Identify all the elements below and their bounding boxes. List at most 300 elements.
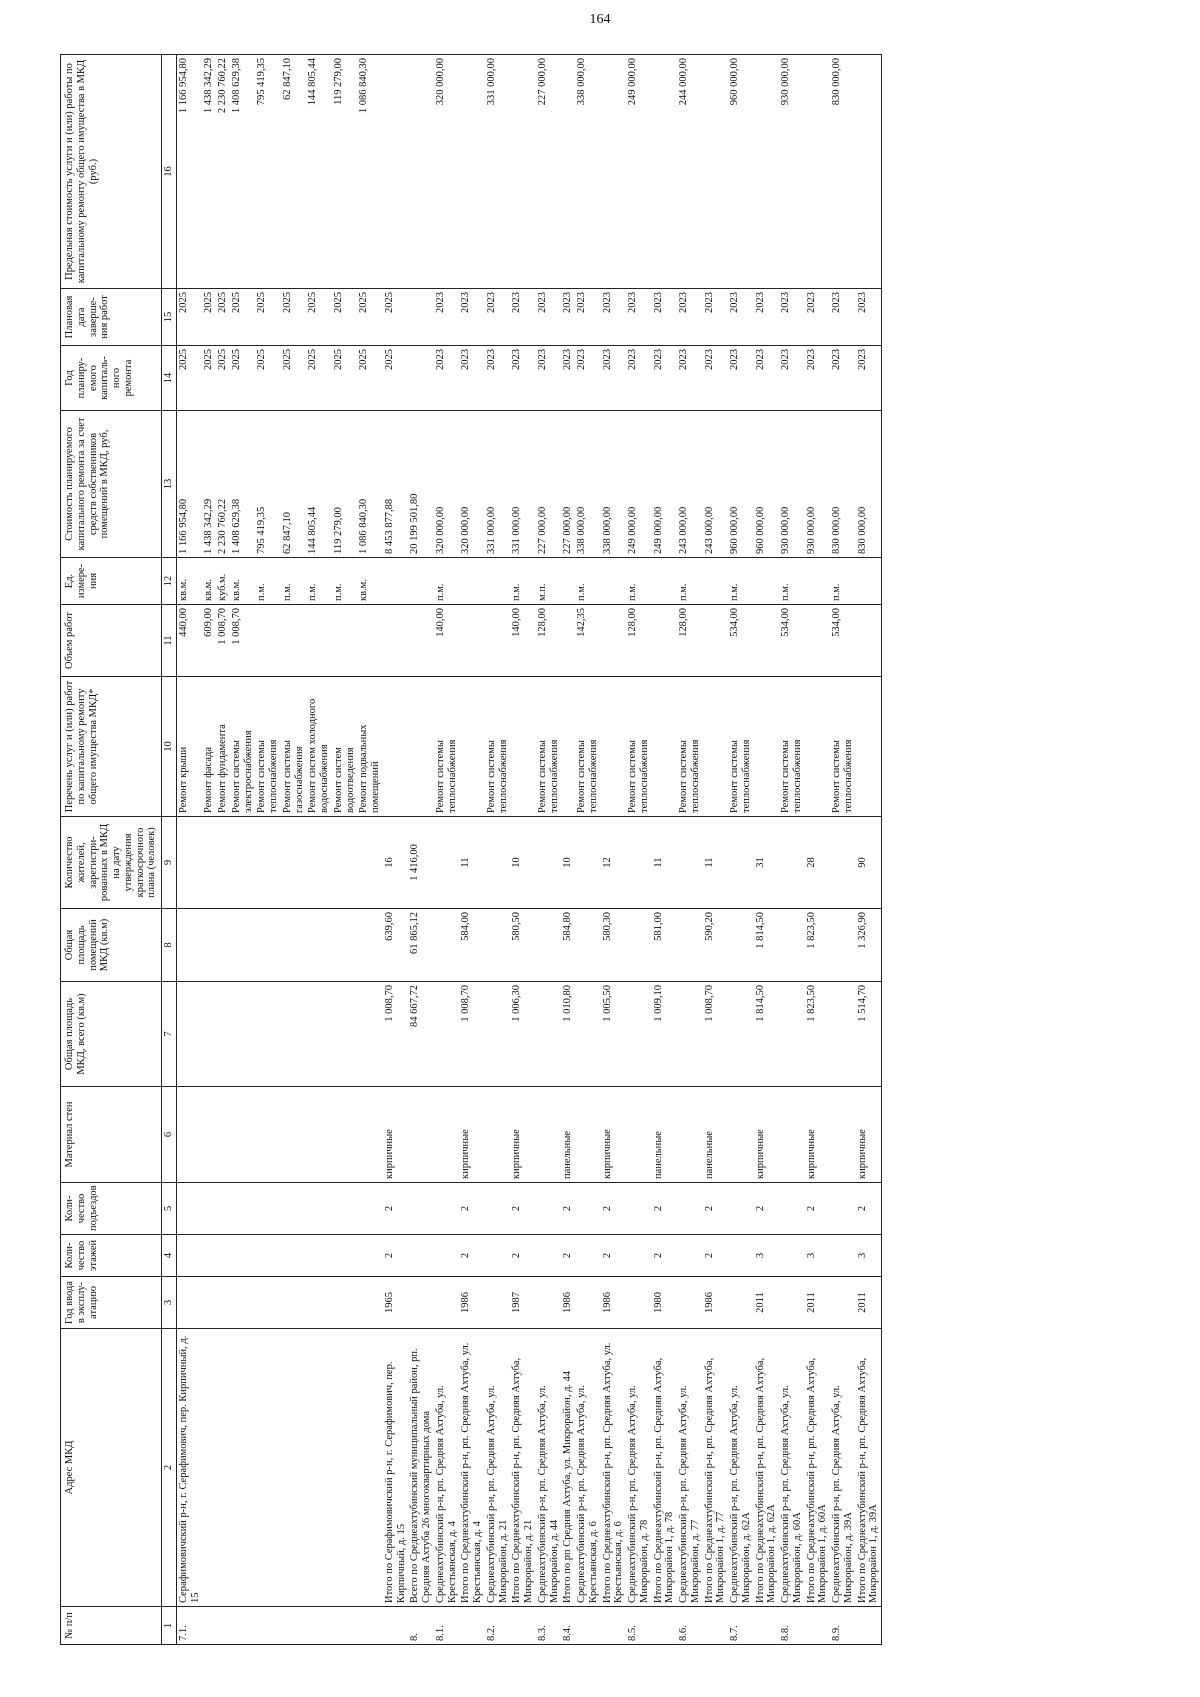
table-cell: Итого по Среднеахтубинский р-н, рп. Средняя Ахтуба, Микрорайон, д. 21	[510, 1329, 536, 1607]
table-cell: кирпичные	[805, 1087, 831, 1183]
table-row	[383, 55, 409, 1645]
table-cell	[255, 1607, 281, 1645]
table-cell: 1986	[459, 1277, 485, 1329]
table-cell: 227 000,00	[561, 411, 575, 558]
table-cell: 2025	[176, 289, 202, 346]
table-cell	[216, 982, 230, 1087]
table-cell: Среднеахтубинский р-н, рп. Средняя Ахтуба, ул. Микрорайон, д. 44	[536, 1329, 562, 1607]
table-cell: Всего по Среднеахтубинский муниципальный район, рп. Средняя Ахтуба 26 многоквартирных дома	[408, 1329, 434, 1607]
table-cell	[306, 1183, 332, 1235]
header-cell: Адрес МКД	[61, 1329, 162, 1607]
table-cell: 142,35	[575, 605, 601, 677]
table-cell	[536, 817, 562, 909]
table-row	[306, 55, 332, 1645]
table-cell: 960 000,00	[754, 411, 780, 558]
header-cell: Год планиру-емого капиталь-ного ремонта	[61, 346, 162, 411]
table-cell	[652, 677, 678, 817]
table-cell: 2	[805, 1183, 831, 1235]
table-cell: Ремонт систем водоотведения	[332, 677, 358, 817]
table-cell	[626, 1235, 652, 1277]
table-cell: 2025	[281, 346, 307, 411]
table-cell: 2025	[383, 289, 409, 346]
table-cell: 128,00	[536, 605, 562, 677]
table-cell: 1 814,50	[754, 982, 780, 1087]
table-cell: 2	[383, 1235, 409, 1277]
table-cell: 930 000,00	[779, 55, 805, 289]
table-cell: 590,20	[703, 909, 729, 982]
header-cell: Общая площадь помещений МКД (кв.м)	[61, 909, 162, 982]
table-cell	[728, 982, 754, 1087]
table-cell	[536, 1277, 562, 1329]
table-cell: 8.7.	[728, 1607, 754, 1645]
table-cell: 2023	[677, 346, 703, 411]
table-cell: 1 408 629,38	[230, 55, 256, 289]
table-cell	[230, 1183, 256, 1235]
table-cell	[830, 1183, 856, 1235]
table-cell	[485, 1277, 511, 1329]
table-cell: 1986	[601, 1277, 627, 1329]
table-cell: 2023	[703, 346, 729, 411]
table-cell: Среднеахтубинский р-н, рп. Средняя Ахтуба, ул. Микрорайон, д. 21	[485, 1329, 511, 1607]
header-cell: Общая площадь МКД, всего (кв.м)	[61, 982, 162, 1087]
table-cell	[652, 1607, 678, 1645]
table-cell: 2023	[652, 289, 678, 346]
table-row	[281, 55, 307, 1645]
table-cell: 90	[856, 817, 882, 909]
table-cell	[332, 1607, 358, 1645]
table-cell	[230, 817, 256, 909]
table-cell	[703, 55, 729, 289]
table-cell: 3	[856, 1235, 882, 1277]
table-cell: Итого по Среднеахтубинский р-н, рп. Средняя Ахтуба, Микрорайон 1, д. 77	[703, 1329, 729, 1607]
table-cell	[255, 909, 281, 982]
table-cell: 2023	[830, 346, 856, 411]
table-cell: 119 279,00	[332, 55, 358, 289]
table-cell	[434, 817, 460, 909]
table-cell	[281, 909, 307, 982]
table-cell: 795 419,35	[255, 411, 281, 558]
table-cell	[216, 1329, 230, 1607]
column-number: 14	[162, 346, 177, 411]
table-cell	[779, 1087, 805, 1183]
table-cell: 1 008,70	[383, 982, 409, 1087]
table-cell	[485, 1235, 511, 1277]
table-cell: 609,00	[202, 605, 216, 677]
table-cell	[728, 817, 754, 909]
table-cell: 440,00	[176, 605, 202, 677]
table-cell	[601, 1607, 627, 1645]
table-row	[357, 55, 383, 1645]
table-cell: 8.1.	[434, 1607, 460, 1645]
table-cell	[677, 1235, 703, 1277]
table-cell	[459, 558, 485, 605]
table-cell	[575, 1087, 601, 1183]
table-cell	[856, 677, 882, 817]
table-cell: 331 000,00	[485, 55, 511, 289]
table-cell: 2023	[805, 346, 831, 411]
table-header	[61, 55, 177, 1645]
table-cell	[728, 1235, 754, 1277]
table-cell	[306, 909, 332, 982]
table-cell	[230, 1235, 256, 1277]
table-cell	[357, 1607, 383, 1645]
table-cell: 2023	[561, 289, 575, 346]
table-cell: 930 000,00	[805, 411, 831, 558]
table-cell: 2	[459, 1235, 485, 1277]
table-cell: 534,00	[830, 605, 856, 677]
table-cell: Итого по Серафимовичский р-н, г. Серафимович, пер. Кирпичный, д. 15	[383, 1329, 409, 1607]
table-cell: 8.8.	[779, 1607, 805, 1645]
table-cell: 2023	[677, 289, 703, 346]
table-cell	[202, 1183, 216, 1235]
table-row	[601, 55, 627, 1645]
table-cell: кирпичные	[754, 1087, 780, 1183]
table-cell	[601, 55, 627, 289]
table-cell	[202, 1329, 216, 1607]
table-cell	[485, 909, 511, 982]
column-number: 2	[162, 1329, 177, 1607]
table-cell: 144 805,44	[306, 411, 332, 558]
table-row	[459, 55, 485, 1645]
table-cell	[306, 1329, 332, 1607]
table-cell: 331 000,00	[485, 411, 511, 558]
table-cell: Ремонт системы теплоснабжения	[485, 677, 511, 817]
table-cell: 249 000,00	[626, 55, 652, 289]
table-cell	[703, 558, 729, 605]
table-cell	[536, 982, 562, 1087]
table-row	[830, 55, 856, 1645]
table-cell	[805, 605, 831, 677]
table-cell	[306, 1087, 332, 1183]
table-cell	[216, 1235, 230, 1277]
table-cell	[536, 1183, 562, 1235]
table-cell: п.м.	[728, 558, 754, 605]
table-cell	[626, 1087, 652, 1183]
column-number: 8	[162, 909, 177, 982]
table-cell	[230, 909, 256, 982]
table-cell: 16	[383, 817, 409, 909]
table-cell: 1 823,50	[805, 909, 831, 982]
table-cell	[652, 605, 678, 677]
table-cell	[408, 1087, 434, 1183]
table-cell: Ремонт системы газоснабжения	[281, 677, 307, 817]
header-cell: Количество жителей, зарегистри-рованных в МКД на дату утверждения краткосрочного плана (человек)	[61, 817, 162, 909]
table-cell: 1 006,30	[510, 982, 536, 1087]
table-row	[216, 55, 230, 1645]
table-cell: 62 847,10	[281, 55, 307, 289]
table-cell: 1986	[561, 1277, 575, 1329]
table-cell	[176, 1235, 202, 1277]
table-cell: 11	[652, 817, 678, 909]
table-cell: 2	[856, 1183, 882, 1235]
header-cell: Год ввода в эксплу-атацию	[61, 1277, 162, 1329]
table-cell: 2023	[728, 346, 754, 411]
table-cell	[677, 982, 703, 1087]
table-cell: 2023	[856, 289, 882, 346]
table-cell	[408, 677, 434, 817]
table-cell: Ремонт системы электроснабжения	[230, 677, 256, 817]
table-cell: 2 230 760,22	[216, 55, 230, 289]
table-cell: 2	[510, 1183, 536, 1235]
table-row	[510, 55, 536, 1645]
table-cell: п.м.	[306, 558, 332, 605]
table-cell: 28	[805, 817, 831, 909]
table-cell: Ремонт фасада	[202, 677, 216, 817]
table-cell	[357, 1277, 383, 1329]
column-number: 10	[162, 677, 177, 817]
table-cell	[626, 817, 652, 909]
table-cell	[561, 677, 575, 817]
table-cell: 1 008,70	[216, 605, 230, 677]
table-cell: 249 000,00	[652, 411, 678, 558]
table-cell	[805, 55, 831, 289]
table-cell: 2025	[216, 346, 230, 411]
table-cell: Ремонт системы теплоснабжения	[677, 677, 703, 817]
table-cell: 8.2.	[485, 1607, 511, 1645]
table-cell: м.п.	[536, 558, 562, 605]
table-cell: 1980	[652, 1277, 678, 1329]
table-cell	[176, 1277, 202, 1329]
table-cell: 2023	[485, 346, 511, 411]
table-cell	[255, 1183, 281, 1235]
table-cell: 2023	[561, 346, 575, 411]
table-cell: 2025	[383, 346, 409, 411]
table-cell: 830 000,00	[830, 411, 856, 558]
table-cell	[255, 605, 281, 677]
table-cell: 580,50	[510, 909, 536, 982]
table-cell: кирпичные	[601, 1087, 627, 1183]
table-cell	[332, 982, 358, 1087]
table-cell	[332, 1183, 358, 1235]
table-row	[202, 55, 216, 1645]
table-cell	[536, 1235, 562, 1277]
table-row	[575, 55, 601, 1645]
table-cell: 227 000,00	[536, 55, 562, 289]
table-cell	[485, 817, 511, 909]
table-cell	[830, 909, 856, 982]
table-cell	[856, 558, 882, 605]
table-cell: 581,00	[652, 909, 678, 982]
table-cell	[306, 605, 332, 677]
table-cell: 830 000,00	[830, 55, 856, 289]
table-cell: 1 008,70	[459, 982, 485, 1087]
table-cell: 1 086 840,30	[357, 55, 383, 289]
table-cell: 2025	[255, 289, 281, 346]
table-cell: 2025	[202, 346, 216, 411]
table-cell: 1 010,80	[561, 982, 575, 1087]
table-row	[332, 55, 358, 1645]
table-cell: кв.м.	[202, 558, 216, 605]
table-cell	[332, 605, 358, 677]
table-cell: Серафимовичский р-н, г. Серафимович, пер. Кирпичный, д. 15	[176, 1329, 202, 1607]
table-cell: 1 009,10	[652, 982, 678, 1087]
table-cell: Итого по Среднеахтубинский р-н, рп. Средняя Ахтуба, Микрорайон 1, д. 78	[652, 1329, 678, 1607]
table-cell	[383, 605, 409, 677]
table-cell	[626, 1277, 652, 1329]
table-cell	[754, 558, 780, 605]
table-cell: кв.м.	[176, 558, 202, 605]
table-cell	[383, 1607, 409, 1645]
table-cell: 2025	[230, 346, 256, 411]
table-cell: 227 000,00	[536, 411, 562, 558]
table-cell	[728, 1183, 754, 1235]
table-cell	[306, 1235, 332, 1277]
table-cell: 2023	[536, 346, 562, 411]
table-cell: 140,00	[434, 605, 460, 677]
table-cell: 2	[459, 1183, 485, 1235]
table-cell	[306, 817, 332, 909]
table-cell: 1 166 954,80	[176, 411, 202, 558]
table-cell: Ремонт системы теплоснабжения	[626, 677, 652, 817]
table-cell: 2	[652, 1183, 678, 1235]
table-cell	[677, 1183, 703, 1235]
table-cell	[306, 1607, 332, 1645]
table-cell	[779, 1183, 805, 1235]
table-cell	[510, 55, 536, 289]
table-cell: 1 005,50	[601, 982, 627, 1087]
repair-plan-table	[60, 54, 882, 1645]
table-cell	[652, 558, 678, 605]
table-cell: 119 279,00	[332, 411, 358, 558]
table-cell: 2025	[230, 289, 256, 346]
header-cell: Материал стен	[61, 1087, 162, 1183]
column-number: 15	[162, 289, 177, 346]
table-cell	[561, 558, 575, 605]
table-cell: Ремонт крыши	[176, 677, 202, 817]
table-cell	[677, 817, 703, 909]
table-cell	[626, 1183, 652, 1235]
table-cell: 338 000,00	[575, 411, 601, 558]
table-cell	[408, 1183, 434, 1235]
table-cell: 1986	[703, 1277, 729, 1329]
table-cell: 2011	[754, 1277, 780, 1329]
table-cell: Среднеахтубинский р-н, рп. Средняя Ахтуба, ул. Микрорайон, д. 78	[626, 1329, 652, 1607]
table-cell	[856, 55, 882, 289]
table-cell: 140,00	[510, 605, 536, 677]
table-cell	[575, 909, 601, 982]
table-cell: п.м.	[830, 558, 856, 605]
table-cell: 580,30	[601, 909, 627, 982]
table-cell: 320 000,00	[434, 55, 460, 289]
table-cell	[510, 1607, 536, 1645]
table-cell: 2023	[459, 289, 485, 346]
table-cell: 2023	[830, 289, 856, 346]
table-cell	[281, 1087, 307, 1183]
table-cell	[281, 1183, 307, 1235]
table-cell	[459, 55, 485, 289]
table-cell	[459, 677, 485, 817]
table-cell	[677, 1087, 703, 1183]
table-cell	[230, 1607, 256, 1645]
header-cell: Коли-чество подъездов	[61, 1183, 162, 1235]
table-cell	[408, 289, 434, 346]
table-cell: п.м.	[434, 558, 460, 605]
table-cell: 1 823,50	[805, 982, 831, 1087]
table-cell: 2023	[626, 346, 652, 411]
table-cell: 338 000,00	[601, 411, 627, 558]
table-row	[779, 55, 805, 1645]
table-cell	[754, 677, 780, 817]
table-cell	[357, 1235, 383, 1277]
table-cell: 2023	[856, 346, 882, 411]
table-cell: Итого по Среднеахтубинский р-н, рп. Средняя Ахтуба, Микрорайон 1, д. 60А	[805, 1329, 831, 1607]
table-cell	[830, 1087, 856, 1183]
table-row	[856, 55, 882, 1645]
table-cell	[575, 1607, 601, 1645]
table-cell	[202, 1607, 216, 1645]
table-cell: 584,00	[459, 909, 485, 982]
table-cell	[677, 909, 703, 982]
table-cell	[176, 817, 202, 909]
table-cell	[383, 558, 409, 605]
table-cell	[830, 1235, 856, 1277]
table-cell	[652, 55, 678, 289]
table-cell: 3	[754, 1235, 780, 1277]
table-cell: 10	[510, 817, 536, 909]
table-cell	[357, 817, 383, 909]
table-cell	[536, 1087, 562, 1183]
table-cell: Ремонт системы теплоснабжения	[255, 677, 281, 817]
table-cell	[255, 1277, 281, 1329]
table-cell: Ремонт системы теплоснабжения	[536, 677, 562, 817]
table-cell: 1 416,00	[408, 817, 434, 909]
table-cell	[408, 1277, 434, 1329]
table-cell: Ремонт фундамента	[216, 677, 230, 817]
table-cell	[703, 605, 729, 677]
table-cell	[728, 1277, 754, 1329]
table-cell: п.м.	[332, 558, 358, 605]
table-cell	[357, 1329, 383, 1607]
table-cell	[626, 982, 652, 1087]
table-cell	[216, 817, 230, 909]
table-cell: панельные	[561, 1087, 575, 1183]
table-cell: 10	[561, 817, 575, 909]
header-cell: № п/п	[61, 1607, 162, 1645]
table-cell: Итого по Среднеахтубинский р-н, рп. Средняя Ахтуба, Микрорайон 1, д. 39А	[856, 1329, 882, 1607]
table-cell: куб.м.	[216, 558, 230, 605]
header-row	[61, 55, 162, 1645]
header-cell: Предельная стоимость услуги и (или) работы по капитальному ремонту общего имущества в МКД (руб.)	[61, 55, 162, 289]
table-cell: 2023	[575, 346, 601, 411]
table-cell	[383, 55, 409, 289]
table-cell: Ремонт системы теплоснабжения	[779, 677, 805, 817]
table-cell: 2023	[626, 289, 652, 346]
table-cell: 1 166 954,80	[176, 55, 202, 289]
table-cell: 1 438 342,29	[202, 411, 216, 558]
table-cell	[357, 909, 383, 982]
table-body	[176, 55, 881, 1645]
table-cell: 62 847,10	[281, 411, 307, 558]
header-cell: Перечень услуг и (или) работ по капитальному ремонту общего имущества МКД*	[61, 677, 162, 817]
table-cell: 960 000,00	[728, 55, 754, 289]
table-cell	[216, 1277, 230, 1329]
table-cell	[485, 1183, 511, 1235]
table-row	[626, 55, 652, 1645]
table-cell: 8.3.	[536, 1607, 562, 1645]
table-cell	[536, 909, 562, 982]
table-cell: 2	[510, 1235, 536, 1277]
table-cell: 84 667,72	[408, 982, 434, 1087]
table-cell: п.м.	[626, 558, 652, 605]
table-cell	[176, 909, 202, 982]
table-cell: 534,00	[728, 605, 754, 677]
table-cell	[485, 605, 511, 677]
table-cell	[779, 982, 805, 1087]
table-cell	[830, 817, 856, 909]
table-cell: 2023	[536, 289, 562, 346]
table-cell: 2023	[510, 289, 536, 346]
table-cell	[434, 1235, 460, 1277]
